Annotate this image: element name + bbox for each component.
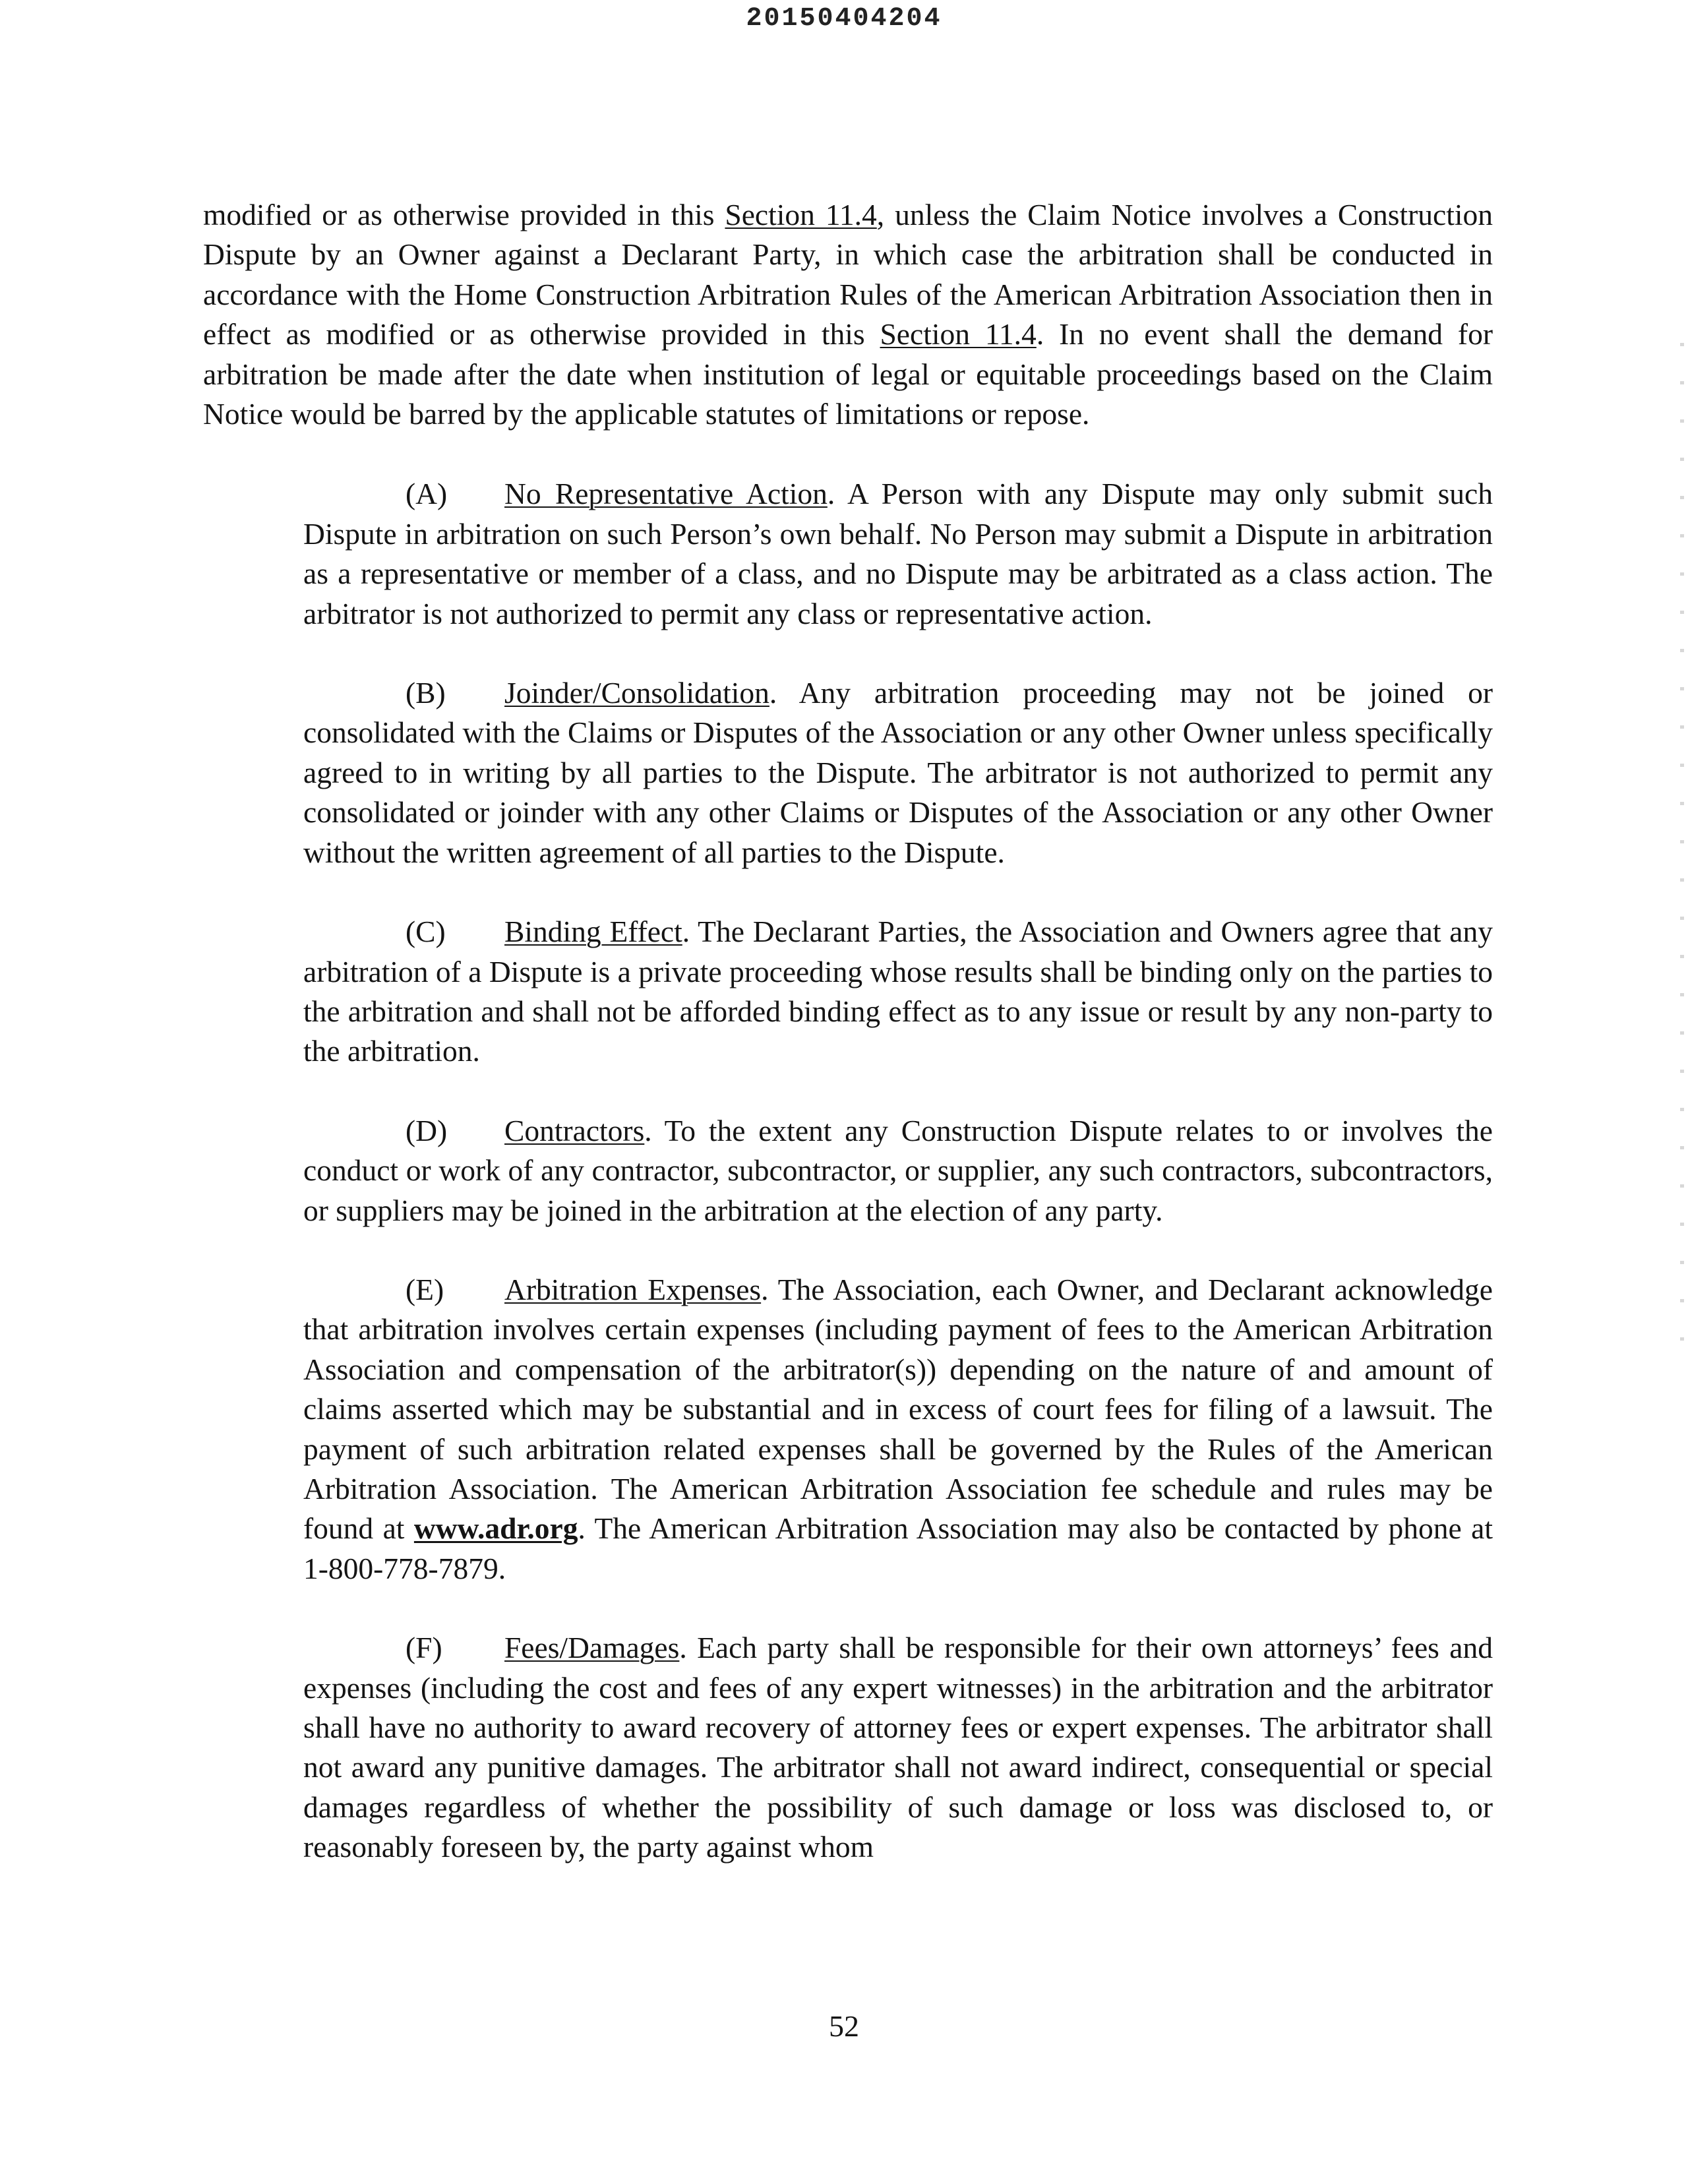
subsection-title: Contractors [504, 1113, 645, 1147]
page-number: 52 [829, 2009, 859, 2043]
subsection-title: Fees/Damages [504, 1631, 680, 1665]
subsection-title: Binding Effect [504, 915, 682, 949]
subsection-text: . A Person with any Dispute may only submit such Dispute in arbitration on such Person’s own behalf. No Person may submit a Dispute in arbitration as a representative or member of a class, and no Dispute may be arbitrated as a class action. The arbitrator is not authorized to permit any class or representative action. [303, 477, 1493, 630]
subsection-label: (C) [406, 915, 446, 949]
subsection-text-after: . The American Arbitration Association may also be contacted by phone at 1-800-778-7879. [303, 1511, 1493, 1585]
subsection-label: (A) [406, 477, 448, 511]
subsection-title: No Representative Action [504, 477, 828, 511]
subsection-b [303, 673, 1493, 872]
subsection-f [303, 1628, 1493, 1867]
document-number: 20150404204 [746, 4, 942, 34]
page-body [203, 195, 1493, 1907]
subsection-label: (B) [406, 676, 446, 710]
subsection-title: Arbitration Expenses [504, 1272, 762, 1306]
intro-text-2: , unless the Claim Notice involves a Construction Dispute by an Owner against a Declarant Party, in which case the arbitration shall be conducted in accordance with the Home Construction Arbitration Rules of the American Arbitration Association then in effect as modified or as otherwise provided in this [203, 198, 1493, 351]
subsection-d [303, 1111, 1493, 1230]
section-reference: Section 11.4 [880, 317, 1037, 351]
website-link[interactable]: www.adr.org [413, 1511, 578, 1546]
subsection-label: (F) [406, 1631, 442, 1665]
intro-text-1: modified or as otherwise provided in this [203, 198, 725, 231]
subsection-text: . To the extent any Construction Dispute relates to or involves the conduct or work of any contractor, subcontractor, or supplier, any such contractors, subcontractors, or suppliers may be joined in the arbitration at the election of any party. [303, 1113, 1493, 1227]
section-reference: Section 11.4 [725, 198, 877, 231]
subsection-title: Joinder/Consolidation [504, 676, 769, 710]
subsection-a [303, 474, 1493, 634]
subsection-text: . Any arbitration proceeding may not be joined or consolidated with the Claims or Disputes of the Association or any other Owner unless specifically agreed to in writing by all parties to the Dispute. The arbitrator is not authorized to permit any consolidated or joinder with any other Claims or Disputes of the Association or any other Owner without the written agreement of all parties to the Dispute. [303, 676, 1493, 869]
subsection-c [303, 912, 1493, 1072]
intro-paragraph [203, 195, 1493, 434]
subsection-label: (D) [406, 1113, 448, 1147]
subsection-text: . The Declarant Parties, the Association and Owners agree that any arbitration of a Dispute is a private proceeding whose results shall be binding only on the parties to the arbitration and shall not be afforded binding effect as to any issue or result by any non-party to the arbitration. [303, 915, 1493, 1068]
subsection-e [303, 1270, 1493, 1589]
subsection-text: . Each party shall be responsible for their own attorneys’ fees and expenses (including the cost and fees of any expert witnesses) in the arbitration and the arbitrator shall have no authority to award recovery of attorney fees or expert expenses. The arbitrator shall not award any punitive damages. The arbitrator shall not award indirect, consequential or special damages regardless of whether the possibility of such damage or loss was disclosed to, or reasonably foreseen by, the party against whom [303, 1631, 1493, 1864]
scan-margin-marks [1680, 343, 1684, 1372]
subsection-text: . The Association, each Owner, and Declarant acknowledge that arbitration involves certain expenses (including payment of fees to the American Arbitration Association and compensation of the arbitrator(s)) depending on the nature of and amount of claims asserted which may be substantial and in excess of court fees for filing of a lawsuit. The payment of such arbitration related expenses shall be governed by the Rules of the American Arbitration Association. The American Arbitration Association fee schedule and rules may be found at [303, 1272, 1493, 1546]
subsection-label: (E) [406, 1272, 444, 1306]
intro-text-3: . In no event shall the demand for arbitration be made after the date when institution of legal or equitable proceedings based on the Claim Notice would be barred by the applicable statutes of limitations or repose. [203, 317, 1493, 431]
